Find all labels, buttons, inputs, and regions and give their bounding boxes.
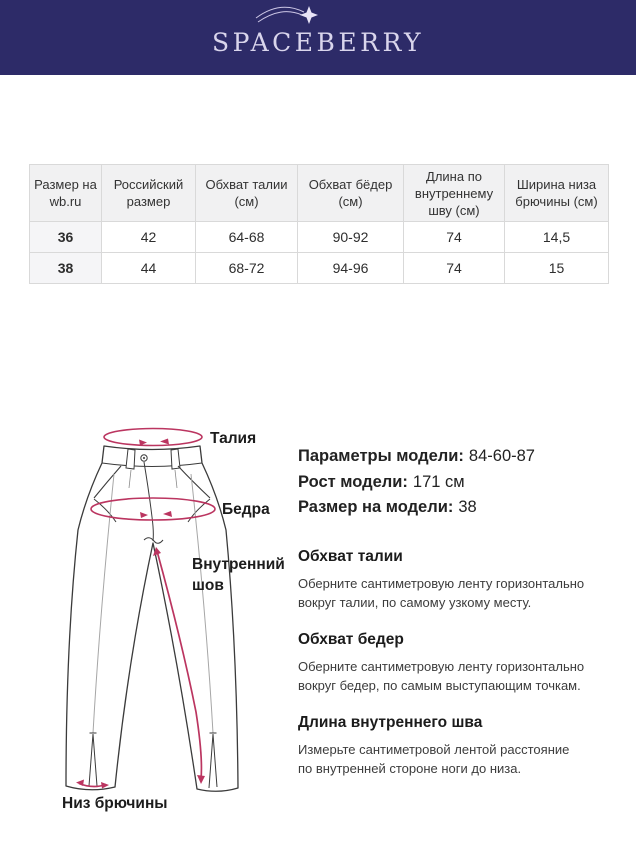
- guide-inseam-text: Измерьте сантиметровой лентой расстояние по внутренней стороне ноги до низа.: [298, 741, 570, 776]
- size-table: [29, 164, 609, 284]
- col-header-inseam: Длина по внутреннему шву (см): [404, 165, 505, 222]
- measurement-info: [298, 444, 612, 779]
- cell-hips: 94-96: [298, 253, 404, 284]
- table-row: [30, 222, 609, 253]
- trousers-sketch: [30, 412, 290, 832]
- guide-inseam-title: Длина внутреннего шва: [298, 713, 483, 731]
- model-size-label: Размер на модели:: [298, 498, 454, 516]
- guide-hips-title: Обхват бедер: [298, 630, 404, 648]
- model-parameters: [298, 444, 612, 470]
- col-header-hips: Обхват бёдер (см): [298, 165, 404, 222]
- cell-ru-size: 44: [102, 253, 196, 284]
- cell-waist: 64-68: [196, 222, 298, 253]
- cell-hem-width: 15: [505, 253, 609, 284]
- label-waist: Талия: [210, 430, 257, 447]
- guide-waist-title: Обхват талии: [298, 547, 403, 565]
- cell-hips: 90-92: [298, 222, 404, 253]
- guide-inseam: [298, 713, 612, 779]
- model-height: [298, 470, 612, 496]
- table-row: [30, 253, 609, 284]
- col-header-hem-width: Ширина низа брючины (см): [505, 165, 609, 222]
- cell-wb-size: 36: [30, 222, 102, 253]
- col-header-waist: Обхват талии (см): [196, 165, 298, 222]
- shooting-star-icon: [254, 2, 320, 32]
- guide-hips: [298, 630, 612, 696]
- label-inseam: Внутренний шов: [192, 556, 285, 594]
- model-parameters-label: Параметры модели:: [298, 447, 464, 465]
- label-hem: Низ брючины: [62, 795, 168, 812]
- model-parameters-value: 84-60-87: [468, 447, 535, 465]
- guide-waist-text: Оберните сантиметровую ленту горизонтально вокруг талии, по самому узкому месту.: [298, 575, 585, 610]
- cell-wb-size: 38: [30, 253, 102, 284]
- cell-inseam: 74: [404, 253, 505, 284]
- trousers-diagram: [30, 412, 300, 832]
- waist-button-dot: [143, 457, 145, 459]
- cell-ru-size: 42: [102, 222, 196, 253]
- guide-hips-text: Оберните сантиметровую ленту горизонтально вокруг бедер, по самым выступающим точкам.: [298, 658, 585, 693]
- belt-loop-left: [126, 449, 135, 469]
- brand-logo: [212, 18, 424, 57]
- cell-hem-width: 14,5: [505, 222, 609, 253]
- label-hips: Бедра: [222, 501, 270, 518]
- col-header-ru-size: Российский размер: [102, 165, 196, 222]
- brand-header: [0, 0, 636, 75]
- model-size: [298, 495, 612, 521]
- waist-measure-ellipse: [104, 429, 202, 446]
- model-height-label: Рост модели:: [298, 472, 408, 491]
- brand-name: SPACEBERRY: [211, 28, 425, 57]
- model-height-value: 171 см: [412, 472, 465, 491]
- model-size-value: 38: [458, 498, 477, 516]
- guide-waist: [298, 547, 612, 613]
- cell-waist: 68-72: [196, 253, 298, 284]
- size-table-header-row: [30, 165, 609, 222]
- cell-inseam: 74: [404, 222, 505, 253]
- col-header-wb-size: Размер на wb.ru: [30, 165, 102, 222]
